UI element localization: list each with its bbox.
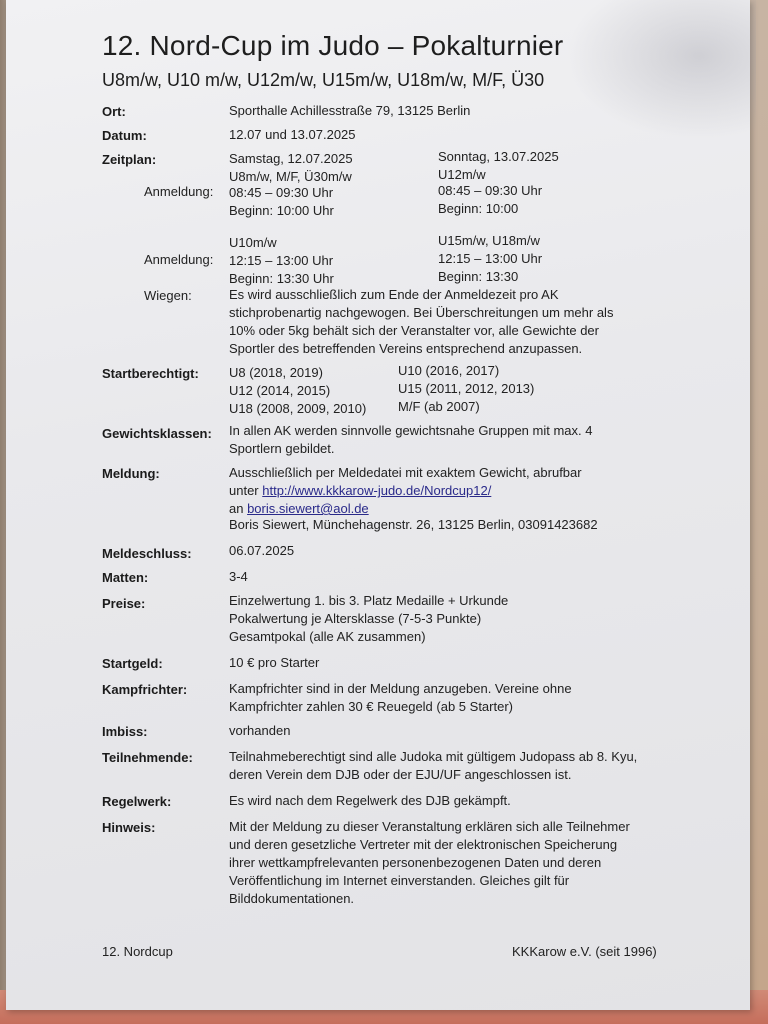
sat-start-2: Beginn: 13:30 Uhr [229, 271, 334, 286]
meldeschluss-value: 06.07.2025 [229, 543, 295, 558]
startgeld-value: 10 € pro Starter [229, 655, 320, 670]
footer-left: 12. Nordcup [102, 944, 173, 959]
sat-registration-2: 12:15 – 13:00 Uhr [229, 253, 334, 268]
preise-line-1: Einzelwertung 1. bis 3. Platz Medaille + Urkunde [229, 593, 509, 608]
gewichtsklassen-line-1: In allen AK werden sinnvolle gewichtsnahe Gruppen mit max. 4 [229, 423, 593, 438]
wiegen-line-1: Es wird ausschließlich zum Ende der Anmeldezeit pro AK [229, 287, 559, 302]
teilnehmende-line-2: deren Verein dem DJB oder der EJU/UF angeschlossen ist. [229, 767, 572, 782]
hinweis-line-3: ihrer wettkampfrelevanten personenbezogenen Daten und deren [229, 855, 602, 870]
imbiss-label: Imbiss: [102, 724, 148, 739]
page-shadow [566, 0, 756, 140]
kampfrichter-line-2: Kampfrichter zahlen 30 € Reuegeld (ab 5 Starter) [229, 699, 513, 714]
document-title: 12. Nord-Cup im Judo – Pokalturnier [102, 30, 564, 61]
imbiss-value: vorhanden [229, 723, 291, 738]
preise-line-3: Gesamtpokal (alle AK zusammen) [229, 629, 426, 644]
sun-group-1: U12m/w [438, 167, 486, 182]
hinweis-label: Hinweis: [102, 820, 156, 835]
teilnehmende-line-1: Teilnahmeberechtigt sind alle Judoka mit gültigem Judopass ab 8. Kyu, [229, 749, 638, 764]
sun-start-1: Beginn: 10:00 [438, 201, 519, 216]
anmeldung-label-2: Anmeldung: [144, 252, 214, 267]
regelwerk-label: Regelwerk: [102, 794, 172, 809]
registration-url-link[interactable]: http://www.kkkarow-judo.de/Nordcup12/ [262, 483, 492, 498]
sat-registration-1: 08:45 – 09:30 Uhr [229, 185, 334, 200]
preise-label: Preise: [102, 596, 146, 611]
meldung-line-2 [229, 482, 491, 500]
zeitplan-label: Zeitplan: [102, 152, 157, 167]
meldung-email-prefix: an [229, 501, 248, 516]
sun-registration-2: 12:15 – 13:00 Uhr [438, 251, 543, 266]
age-class-right-1: U10 (2016, 2017) [398, 363, 500, 378]
kampfrichter-label: Kampfrichter: [102, 682, 188, 697]
age-class-left-3: U18 (2008, 2009, 2010) [229, 401, 367, 416]
startgeld-label: Startgeld: [102, 656, 163, 671]
sat-group-2: U10m/w [229, 235, 277, 250]
anmeldung-label-1: Anmeldung: [144, 184, 214, 199]
sat-day: Samstag, 12.07.2025 [229, 151, 353, 166]
wiegen-line-4: Sportler des betreffenden Vereins entsprechend anzupassen. [229, 341, 583, 356]
wiegen-line-2: stichprobenartig nachgewogen. Bei Überschreitungen um mehr als [229, 305, 614, 320]
age-class-right-3: M/F (ab 2007) [398, 399, 480, 414]
matten-value: 3-4 [229, 569, 248, 584]
meldeschluss-label: Meldeschluss: [102, 546, 192, 561]
regelwerk-value: Es wird nach dem Regelwerk des DJB gekämpft. [229, 793, 511, 808]
teilnehmende-label: Teilnehmende: [102, 750, 193, 765]
age-class-left-1: U8 (2018, 2019) [229, 365, 323, 380]
email-link[interactable]: boris.siewert@aol.de [247, 501, 369, 516]
sun-start-2: Beginn: 13:30 [438, 269, 519, 284]
sun-group-2: U15m/w, U18m/w [438, 233, 540, 248]
ort-value: Sporthalle Achillesstraße 79, 13125 Berlin [229, 103, 471, 118]
preise-line-2: Pokalwertung je Altersklasse (7-5-3 Punkte) [229, 611, 482, 626]
age-class-right-2: U15 (2011, 2012, 2013) [398, 381, 535, 396]
footer-right: KKKarow e.V. (seit 1996) [512, 944, 657, 959]
meldung-line-4: Boris Siewert, Münchehagenstr. 26, 13125 Berlin, 03091423682 [229, 517, 598, 532]
meldung-line-1: Ausschließlich per Meldedatei mit exaktem Gewicht, abrufbar [229, 465, 582, 480]
hinweis-line-1: Mit der Meldung zu dieser Veranstaltung erklären sich alle Teilnehmer [229, 819, 630, 834]
document-page [6, 0, 750, 1010]
startberechtigt-label: Startberechtigt: [102, 366, 199, 381]
hinweis-line-2: und deren gesetzliche Vertreter mit der elektronischen Speicherung [229, 837, 618, 852]
sat-group-1: U8m/w, M/F, Ü30m/w [229, 169, 352, 184]
hinweis-line-4: Veröffentlichung im Internet einverstanden. Gleiches gilt für [229, 873, 570, 888]
age-class-left-2: U12 (2014, 2015) [229, 383, 331, 398]
sun-registration-1: 08:45 – 09:30 Uhr [438, 183, 543, 198]
meldung-url-prefix: unter [229, 483, 263, 498]
sat-start-1: Beginn: 10:00 Uhr [229, 203, 334, 218]
kampfrichter-line-1: Kampfrichter sind in der Meldung anzugeben. Vereine ohne [229, 681, 572, 696]
gewichtsklassen-label: Gewichtsklassen: [102, 426, 212, 441]
datum-value: 12.07 und 13.07.2025 [229, 127, 356, 142]
ort-label: Ort: [102, 104, 126, 119]
wiegen-label: Wiegen: [144, 288, 192, 303]
gewichtsklassen-line-2: Sportlern gebildet. [229, 441, 335, 456]
sun-day: Sonntag, 13.07.2025 [438, 149, 559, 164]
hinweis-line-5: Bilddokumentationen. [229, 891, 355, 906]
document-subtitle: U8m/w, U10 m/w, U12m/w, U15m/w, U18m/w, M/F, Ü30 [102, 70, 545, 90]
wiegen-line-3: 10% oder 5kg behält sich der Veranstalter vor, alle Gewichte der [229, 323, 599, 338]
meldung-label: Meldung: [102, 466, 160, 481]
datum-label: Datum: [102, 128, 147, 143]
matten-label: Matten: [102, 570, 149, 585]
